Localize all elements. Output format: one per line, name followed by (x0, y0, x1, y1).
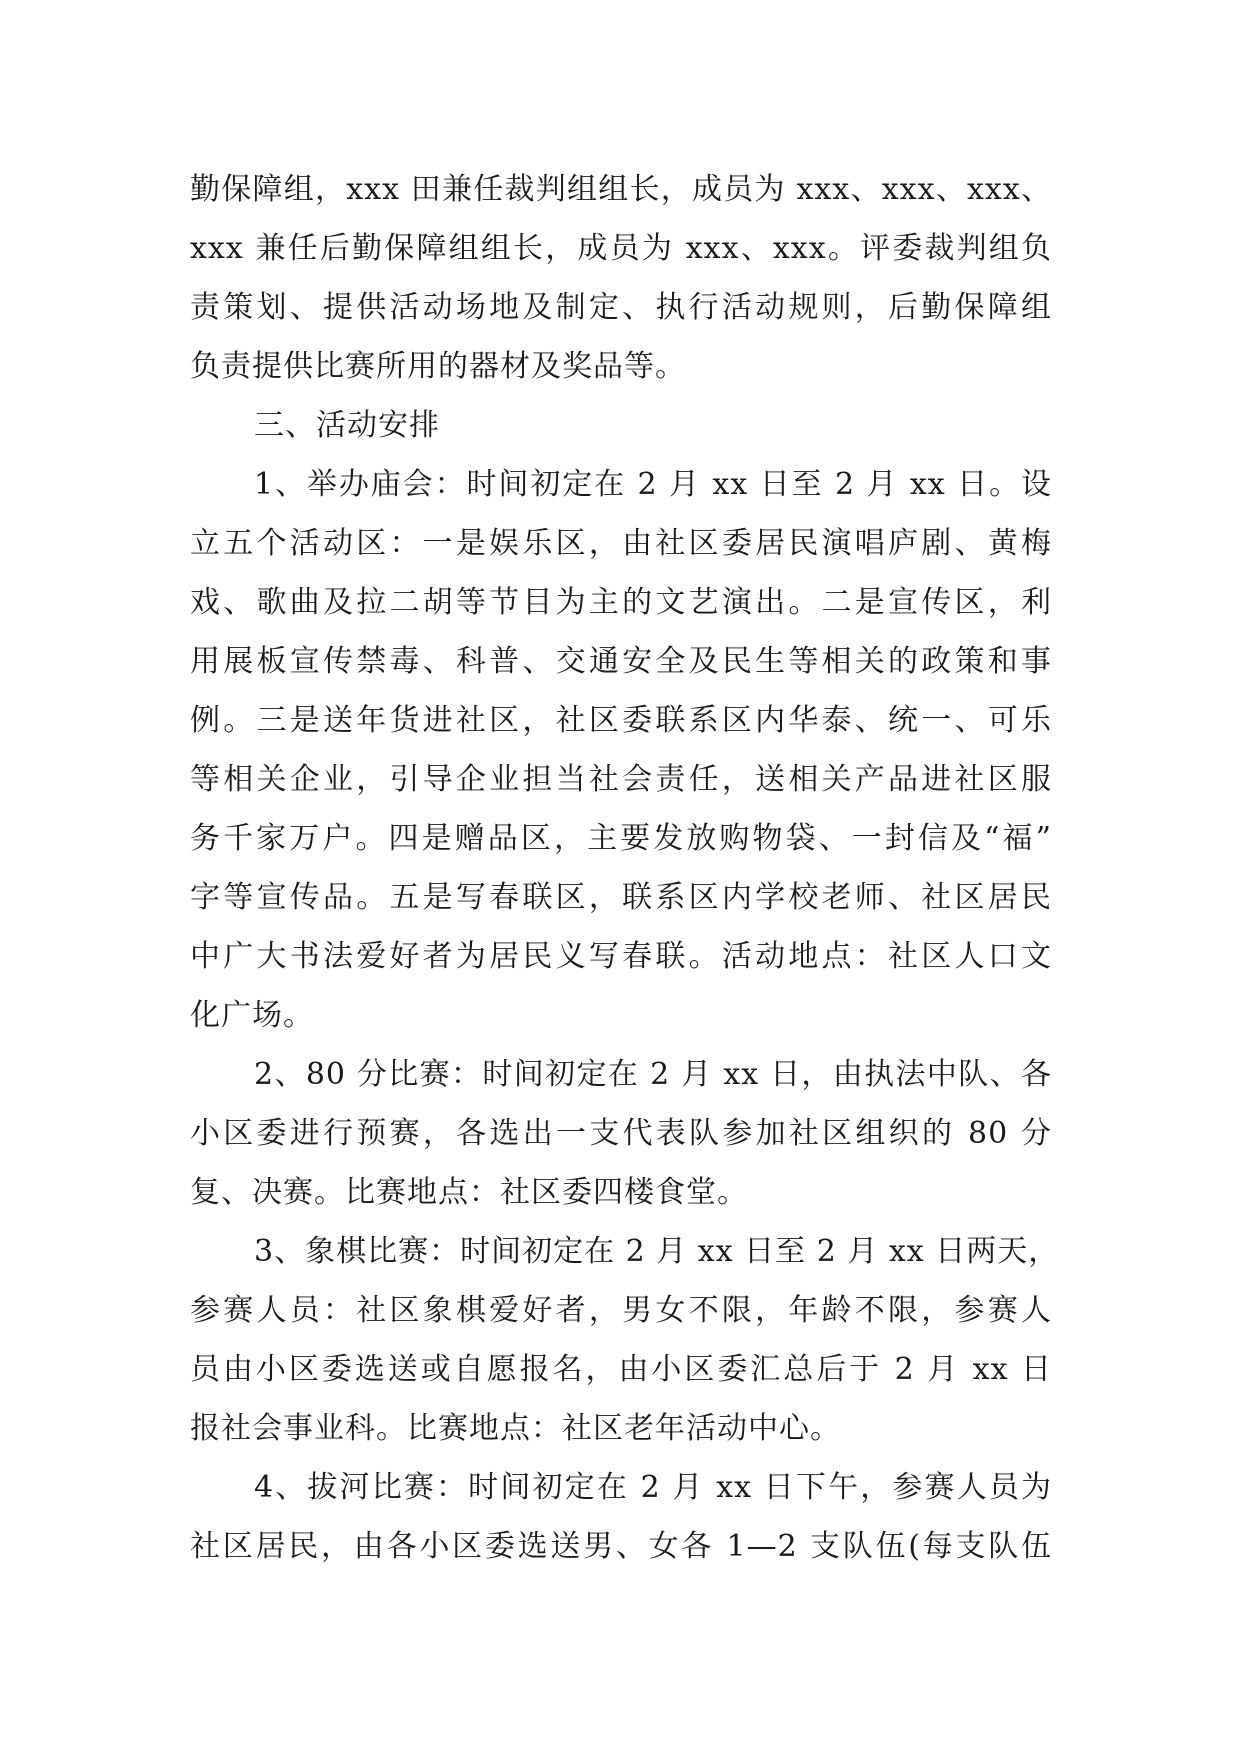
text-line: 社区居民，由各小区委选送男、女各 1—2 支队伍(每支队伍 (190, 1529, 1052, 1564)
text-line: 1、举办庙会：时间初定在 2 月 xx 日至 2 月 xx 日。设 (254, 467, 1052, 502)
text-line: 4、拔河比赛：时间初定在 2 月 xx 日下午，参赛人员为 (254, 1470, 1052, 1505)
text-line: 复、决赛。比赛地点：社区委四楼食堂。 (190, 1175, 748, 1210)
text-line: 用展板宣传禁毒、科普、交通安全及民生等相关的政策和事 (190, 644, 1052, 679)
text-line: xxx 兼任后勤保障组组长，成员为 xxx、xxx。评委裁判组负 (190, 231, 1052, 266)
text-line: 报社会事业科。比赛地点：社区老年活动中心。 (190, 1411, 841, 1446)
text-line: 立五个活动区：一是娱乐区，由社区委居民演唱庐剧、黄梅 (190, 526, 1052, 561)
text-line: 参赛人员：社区象棋爱好者，男女不限，年龄不限，参赛人 (190, 1293, 1052, 1328)
text-line: 例。三是送年货进社区，社区委联系区内华泰、统一、可乐 (190, 703, 1052, 738)
text-line: 戏、歌曲及拉二胡等节目为主的文艺演出。二是宣传区，利 (190, 585, 1052, 620)
text-line: 化广场。 (190, 998, 314, 1033)
section-heading: 三、活动安排 (254, 408, 440, 443)
text-line: 3、象棋比赛：时间初定在 2 月 xx 日至 2 月 xx 日两天， (254, 1234, 1060, 1269)
text-line: 勤保障组，xxx 田兼任裁判组组长，成员为 xxx、xxx、xxx、 (190, 172, 1052, 207)
text-line: 责策划、提供活动场地及制定、执行活动规则，后勤保障组 (190, 290, 1052, 325)
text-line: 务千家万户。四是赠品区，主要发放购物袋、一封信及“福” (190, 821, 1052, 856)
text-line: 中广大书法爱好者为居民义写春联。活动地点：社区人口文 (190, 939, 1052, 974)
text-line: 2、80 分比赛：时间初定在 2 月 xx 日，由执法中队、各 (254, 1057, 1052, 1092)
text-line: 负责提供比赛所用的器材及奖品等。 (190, 349, 686, 384)
document-body (190, 160, 1060, 1576)
text-line: 等相关企业，引导企业担当社会责任，送相关产品进社区服 (190, 762, 1052, 797)
text-line: 小区委进行预赛，各选出一支代表队参加社区组织的 80 分 (190, 1116, 1052, 1151)
text-line: 员由小区委选送或自愿报名，由小区委汇总后于 2 月 xx 日 (190, 1352, 1052, 1387)
text-line: 字等宣传品。五是写春联区，联系区内学校老师、社区居民 (190, 880, 1052, 915)
